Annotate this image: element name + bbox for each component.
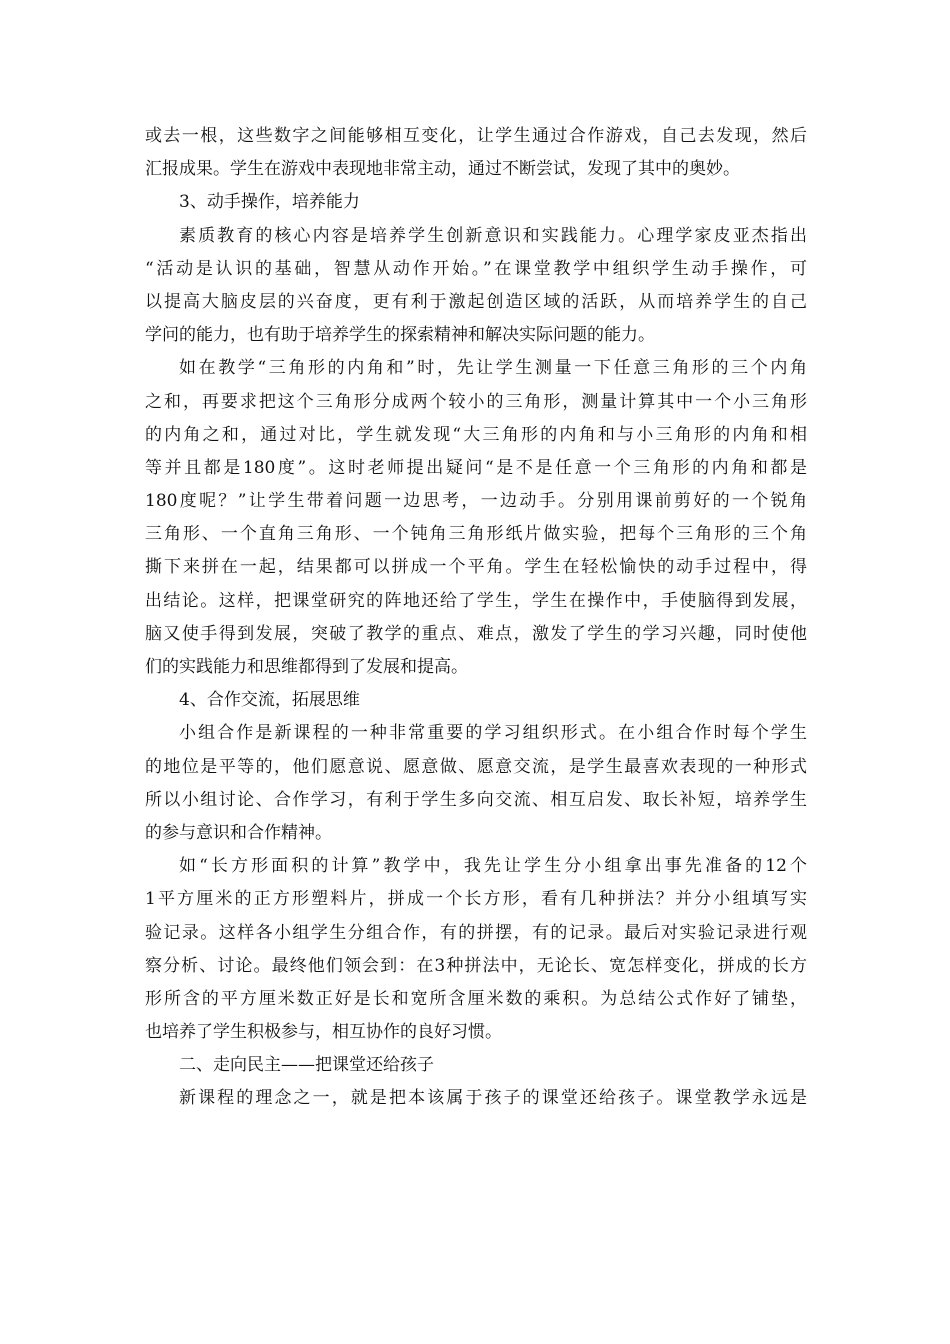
text-line: 察分析、讨论。最终他们领会到：在3种拼法中，无论长、宽怎样变化，拼成的长方 [145,955,807,976]
text-line: 学问的能力，也有助于培养学生的探索精神和解决实际问题的能力。 [145,325,655,346]
text-line: 如在教学“三角形的内角和”时，先让学生测量一下任意三角形的三个内角 [179,358,807,379]
text-line: 1平方厘米的正方形塑料片，拼成一个长方形，看有几种拼法？并分小组填写实 [145,889,807,910]
text-line: 180度呢？”让学生带着问题一边思考，一边动手。分别用课前剪好的一个锐角 [145,491,807,512]
text-line: 之和，再要求把这个三角形分成两个较小的三角形，测量计算其中一个小三角形 [145,391,807,412]
text-line: 所以小组讨论、合作学习，有利于学生多向交流、相互启发、取长补短，培养学生 [145,789,807,810]
text-line: 素质教育的核心内容是培养学生创新意识和实践能力。心理学家皮亚杰指出 [179,225,807,246]
text-line: 的参与意识和合作精神。 [145,822,332,843]
text-line: 如“长方形面积的计算”教学中，我先让学生分小组拿出事先准备的12个 [179,856,807,877]
text-line: 以提高大脑皮层的兴奋度，更有利于激起创造区域的活跃，从而培养学生的自己 [145,291,807,312]
text-line: 的内角之和，通过对比，学生就发现“大三角形的内角和与小三角形的内角和相 [145,424,807,445]
text-line: 汇报成果。学生在游戏中表现地非常主动，通过不断尝试，发现了其中的奥妙。 [145,159,740,180]
text-line: 脑又使手得到发展，突破了教学的重点、难点，激发了学生的学习兴趣，同时使他 [145,623,807,644]
text-line: 形所含的平方厘米数正好是长和宽所含厘米数的乘积。为总结公式作好了铺垫， [145,988,807,1009]
text-line: 4、合作交流，拓展思维 [179,690,360,711]
text-line: 撕下来拼在一起，结果都可以拼成一个平角。学生在轻松愉快的动手过程中，得 [145,557,807,578]
text-line: “活动是认识的基础，智慧从动作开始。”在课堂教学中组织学生动手操作，可 [145,258,807,279]
text-line: 验记录。这样各小组学生分组合作，有的拼摆，有的记录。最后对实验记录进行观 [145,922,807,943]
text-line: 3、动手操作，培养能力 [179,192,360,213]
body-text [145,120,807,1116]
text-line: 的地位是平等的，他们愿意说、愿意做、愿意交流，是学生最喜欢表现的一种形式 [145,756,807,777]
text-line: 小组合作是新课程的一种非常重要的学习组织形式。在小组合作时每个学生 [179,723,807,744]
text-line: 也培养了学生积极参与，相互协作的良好习惯。 [145,1022,502,1043]
text-line: 新课程的理念之一，就是把本该属于孩子的课堂还给孩子。课堂教学永远是 [179,1088,807,1109]
text-line: 或去一根，这些数字之间能够相互变化，让学生通过合作游戏，自己去发现，然后 [145,126,807,146]
text-line: 等并且都是180度”。这时老师提出疑问“是不是任意一个三角形的内角和都是 [145,457,807,478]
text-line: 们的实践能力和思维都得到了发展和提高。 [145,657,468,677]
text-line: 三角形、一个直角三角形、一个钝角三角形纸片做实验，把每个三角形的三个角 [145,524,807,545]
text-line: 出结论。这样，把课堂研究的阵地还给了学生，学生在操作中，手使脑得到发展， [145,590,807,611]
text-line: 二、走向民主——把课堂还给孩子 [179,1055,434,1076]
